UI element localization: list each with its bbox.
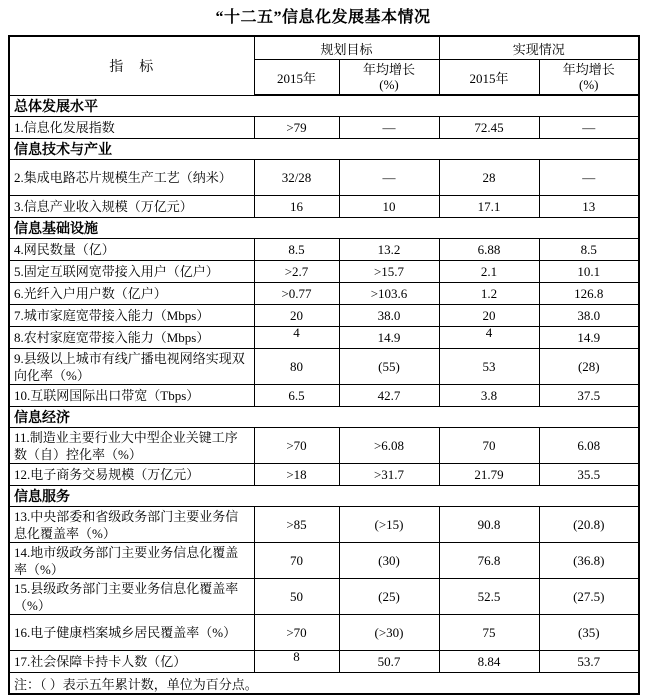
- actual-2015-value: 52.5: [439, 579, 539, 615]
- actual-growth-value: —: [539, 160, 639, 196]
- table-row: [9, 283, 639, 305]
- indicator-label: 5.固定互联网宽带接入用户（亿户）: [9, 261, 254, 283]
- table-row: [9, 160, 639, 196]
- table-row: [9, 349, 639, 385]
- header-plan-group: 规划目标: [254, 36, 439, 60]
- actual-growth-value: —: [539, 117, 639, 139]
- actual-2015-value: 28: [439, 160, 539, 196]
- footnote-row: [9, 673, 639, 695]
- table-row: [9, 239, 639, 261]
- actual-growth-value: (28): [539, 349, 639, 385]
- actual-2015-value: 6.88: [439, 239, 539, 261]
- plan-2015-value: >70: [254, 615, 339, 651]
- header-actual-growth-unit: (%): [579, 77, 599, 92]
- actual-2015-value: 20: [439, 305, 539, 327]
- actual-2015-value: 3.8: [439, 385, 539, 407]
- plan-growth-value: >103.6: [339, 283, 439, 305]
- header-plan-growth-unit: (%): [379, 77, 399, 92]
- plan-growth-value: (>15): [339, 507, 439, 543]
- indicator-label: 8.农村家庭宽带接入能力（Mbps）: [9, 327, 254, 349]
- section-label: 信息基础设施: [9, 218, 639, 239]
- plan-2015-value: >79: [254, 117, 339, 139]
- section-row: [9, 486, 639, 507]
- actual-growth-value: (27.5): [539, 579, 639, 615]
- plan-growth-value: —: [339, 160, 439, 196]
- section-label: 信息服务: [9, 486, 639, 507]
- indicator-label: 4.网民数量（亿）: [9, 239, 254, 261]
- plan-2015-value: >70: [254, 428, 339, 464]
- actual-growth-value: 6.08: [539, 428, 639, 464]
- indicator-label: 3.信息产业收入规模（万亿元）: [9, 196, 254, 218]
- actual-2015-value: 21.79: [439, 464, 539, 486]
- table-row: [9, 651, 639, 673]
- actual-2015-value: 76.8: [439, 543, 539, 579]
- table-row: [9, 579, 639, 615]
- indicator-label: 16.电子健康档案城乡居民覆盖率（%）: [9, 615, 254, 651]
- plan-growth-value: >31.7: [339, 464, 439, 486]
- actual-growth-value: 10.1: [539, 261, 639, 283]
- actual-2015-value: 2.1: [439, 261, 539, 283]
- plan-growth-value: (30): [339, 543, 439, 579]
- table-row: [9, 196, 639, 218]
- plan-growth-value: (55): [339, 349, 439, 385]
- table-row: [9, 385, 639, 407]
- indicator-label: 14.地市级政务部门主要业务信息化覆盖率（%）: [9, 543, 254, 579]
- plan-2015-value: 32/28: [254, 160, 339, 196]
- plan-growth-value: 10: [339, 196, 439, 218]
- indicator-label: 1.信息化发展指数: [9, 117, 254, 139]
- actual-2015-value: 70: [439, 428, 539, 464]
- plan-2015-value: 6.5: [254, 385, 339, 407]
- header-plan-growth: [339, 60, 439, 96]
- actual-growth-value: 14.9: [539, 327, 639, 349]
- section-row: [9, 95, 639, 117]
- plan-2015-value: 16: [254, 196, 339, 218]
- actual-2015-value: 4: [439, 327, 539, 349]
- actual-2015-value: 90.8: [439, 507, 539, 543]
- plan-2015-value: 8.5: [254, 239, 339, 261]
- plan-growth-value: 38.0: [339, 305, 439, 327]
- table-body: [9, 95, 639, 694]
- table-row: [9, 543, 639, 579]
- indicators-table: [8, 35, 640, 695]
- actual-growth-value: (20.8): [539, 507, 639, 543]
- actual-growth-value: 38.0: [539, 305, 639, 327]
- actual-growth-value: 13: [539, 196, 639, 218]
- actual-growth-value: 8.5: [539, 239, 639, 261]
- section-row: [9, 139, 639, 160]
- header-row-groups: [9, 36, 639, 60]
- section-label: 总体发展水平: [9, 95, 639, 117]
- header-actual-growth-label: 年均增长: [562, 62, 615, 77]
- actual-2015-value: 17.1: [439, 196, 539, 218]
- plan-2015-value: >18: [254, 464, 339, 486]
- indicator-label: 9.县级以上城市有线广播电视网络实现双向化率（%）: [9, 349, 254, 385]
- actual-2015-value: 1.2: [439, 283, 539, 305]
- plan-growth-value: 14.9: [339, 327, 439, 349]
- plan-2015-value: 80: [254, 349, 339, 385]
- header-plan-growth-label: 年均增长: [363, 62, 416, 77]
- indicator-label: 12.电子商务交易规模（万亿元）: [9, 464, 254, 486]
- plan-2015-value: 4: [254, 327, 339, 349]
- table-row: [9, 261, 639, 283]
- indicator-label: 15.县级政务部门主要业务信息化覆盖率（%）: [9, 579, 254, 615]
- indicator-label: 6.光纤入户用户数（亿户）: [9, 283, 254, 305]
- indicator-label: 13.中央部委和省级政务部门主要业务信息化覆盖率（%）: [9, 507, 254, 543]
- table-row: [9, 615, 639, 651]
- plan-growth-value: >15.7: [339, 261, 439, 283]
- plan-growth-value: —: [339, 117, 439, 139]
- indicator-label: 11.制造业主要行业大中型企业关键工序数（自）控化率（%）: [9, 428, 254, 464]
- plan-2015-value: 8: [254, 651, 339, 673]
- section-label: 信息经济: [9, 407, 639, 428]
- plan-growth-value: 50.7: [339, 651, 439, 673]
- actual-2015-value: 72.45: [439, 117, 539, 139]
- plan-growth-value: 13.2: [339, 239, 439, 261]
- actual-2015-value: 8.84: [439, 651, 539, 673]
- footnote-text: 注：（ ）表示五年累计数，单位为百分点。: [9, 673, 639, 695]
- indicator-label: 17.社会保障卡持卡人数（亿）: [9, 651, 254, 673]
- plan-2015-value: >0.77: [254, 283, 339, 305]
- section-label: 信息技术与产业: [9, 139, 639, 160]
- actual-growth-value: 126.8: [539, 283, 639, 305]
- header-actual-growth: [539, 60, 639, 96]
- actual-2015-value: 75: [439, 615, 539, 651]
- indicator-label: 2.集成电路芯片规模生产工艺（纳米）: [9, 160, 254, 196]
- plan-growth-value: >6.08: [339, 428, 439, 464]
- plan-growth-value: 42.7: [339, 385, 439, 407]
- header-actual-group: 实现情况: [439, 36, 639, 60]
- table-row: [9, 117, 639, 139]
- actual-growth-value: 37.5: [539, 385, 639, 407]
- plan-2015-value: >85: [254, 507, 339, 543]
- actual-growth-value: (35): [539, 615, 639, 651]
- table-row: [9, 507, 639, 543]
- header-plan-year: 2015年: [254, 60, 339, 96]
- section-row: [9, 407, 639, 428]
- header-indicator: 指 标: [9, 36, 254, 95]
- table-row: [9, 305, 639, 327]
- header-actual-year: 2015年: [439, 60, 539, 96]
- plan-growth-value: (25): [339, 579, 439, 615]
- table-row: [9, 464, 639, 486]
- section-row: [9, 218, 639, 239]
- plan-2015-value: 50: [254, 579, 339, 615]
- plan-2015-value: 20: [254, 305, 339, 327]
- table-row: [9, 428, 639, 464]
- actual-growth-value: (36.8): [539, 543, 639, 579]
- indicator-label: 10.互联网国际出口带宽（Tbps）: [9, 385, 254, 407]
- plan-2015-value: 70: [254, 543, 339, 579]
- plan-2015-value: >2.7: [254, 261, 339, 283]
- indicator-label: 7.城市家庭宽带接入能力（Mbps）: [9, 305, 254, 327]
- actual-growth-value: 53.7: [539, 651, 639, 673]
- page-title: “十二五”信息化发展基本情况: [215, 9, 431, 26]
- plan-growth-value: (>30): [339, 615, 439, 651]
- actual-growth-value: 35.5: [539, 464, 639, 486]
- table-header: [9, 36, 639, 95]
- actual-2015-value: 53: [439, 349, 539, 385]
- table-row: [9, 327, 639, 349]
